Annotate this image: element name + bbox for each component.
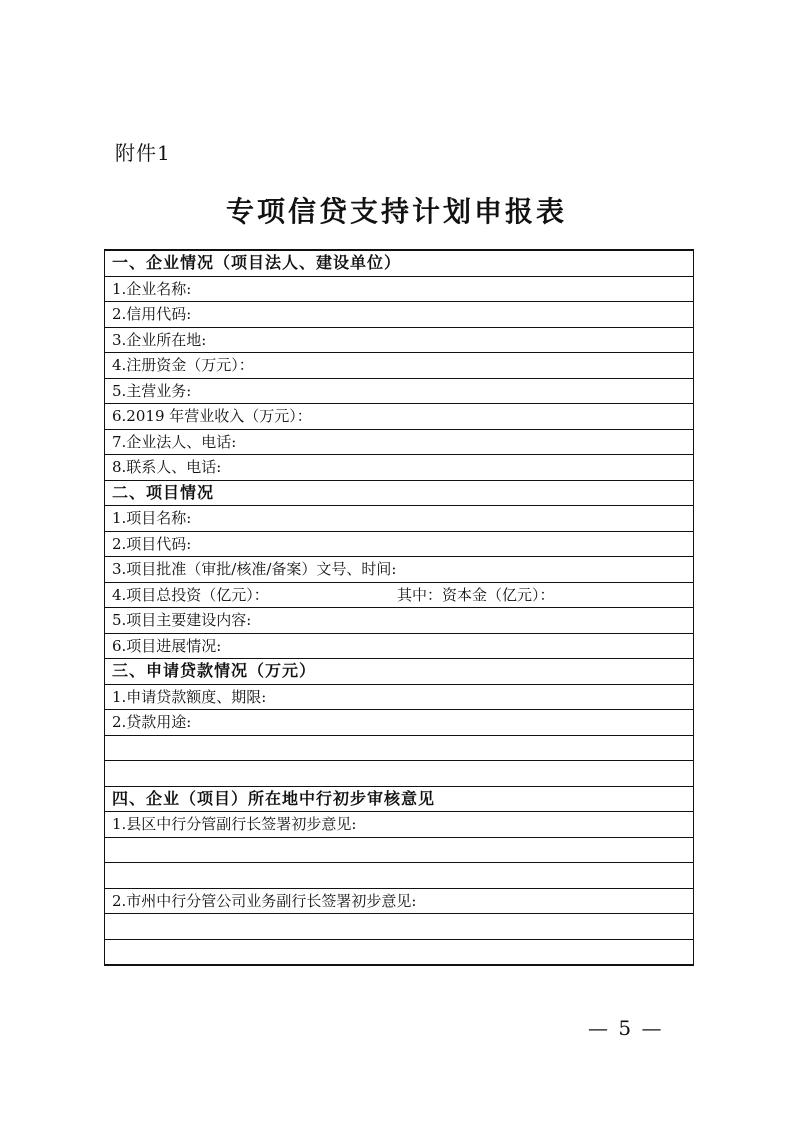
form-row (105, 302, 694, 328)
field-credit-code[interactable]: 2.信用代码: (105, 302, 694, 328)
form-row (105, 429, 694, 455)
field-project-name[interactable]: 1.项目名称: (105, 506, 694, 532)
form-row (105, 914, 694, 940)
field-capital-funds[interactable]: 其中：资本金（亿元）： (397, 585, 555, 604)
field-legal-person-phone[interactable]: 7.企业法人、电话: (105, 429, 694, 455)
field-city-branch-opinion[interactable]: 2.市州中行分管公司业务副行长签署初步意见: (105, 888, 694, 914)
blank-row[interactable] (105, 735, 694, 761)
section-heading-enterprise: 一、企业情况（项目法人、建设单位） (105, 250, 694, 276)
blank-row[interactable] (105, 939, 694, 965)
form-title: 专项信贷支持计划申报表 (225, 195, 567, 228)
field-registered-capital[interactable]: 4.注册资金（万元）： (105, 353, 694, 379)
blank-row[interactable] (105, 761, 694, 787)
section-heading-project: 二、项目情况 (105, 480, 694, 506)
form-row (105, 684, 694, 710)
form-row (105, 557, 694, 583)
field-main-business[interactable]: 5.主营业务: (105, 378, 694, 404)
form-row (105, 327, 694, 353)
form-row (105, 633, 694, 659)
form-row (105, 710, 694, 736)
form-row (105, 735, 694, 761)
form-row (105, 863, 694, 889)
page-number: — 5 — (588, 1016, 664, 1040)
form-row (105, 276, 694, 302)
attachment-label: 附件1 (115, 141, 171, 165)
form-row (105, 888, 694, 914)
form-row (105, 531, 694, 557)
form-row (105, 353, 694, 379)
field-contact-phone[interactable]: 8.联系人、电话: (105, 455, 694, 481)
field-project-progress[interactable]: 6.项目进展情况: (105, 633, 694, 659)
form-row (105, 939, 694, 965)
field-enterprise-location[interactable]: 3.企业所在地: (105, 327, 694, 353)
field-project-code[interactable]: 2.项目代码: (105, 531, 694, 557)
field-total-investment-row[interactable] (105, 582, 694, 608)
form-row (105, 761, 694, 787)
section-heading-row (105, 250, 694, 276)
form-row (105, 455, 694, 481)
field-loan-purpose[interactable]: 2.贷款用途: (105, 710, 694, 736)
field-enterprise-name[interactable]: 1.企业名称: (105, 276, 694, 302)
form-row (105, 582, 694, 608)
section-heading-row (105, 659, 694, 685)
form-row (105, 608, 694, 634)
section-heading-row (105, 786, 694, 812)
form-row (105, 506, 694, 532)
form-row (105, 404, 694, 430)
field-approval-number-date[interactable]: 3.项目批准（审批/核准/备案）文号、时间: (105, 557, 694, 583)
field-total-investment[interactable]: 4.项目总投资（亿元）： (112, 585, 269, 604)
blank-row[interactable] (105, 914, 694, 940)
blank-row[interactable] (105, 863, 694, 889)
section-heading-row (105, 480, 694, 506)
section-heading-review: 四、企业（项目）所在地中行初步审核意见 (105, 786, 694, 812)
blank-row[interactable] (105, 837, 694, 863)
field-county-branch-opinion[interactable]: 1.县区中行分管副行长签署初步意见: (105, 812, 694, 838)
field-construction-content[interactable]: 5.项目主要建设内容: (105, 608, 694, 634)
application-form-table (104, 249, 694, 966)
form-row (105, 837, 694, 863)
field-revenue-2019[interactable]: 6.2019 年营业收入（万元）： (105, 404, 694, 430)
section-heading-loan: 三、申请贷款情况（万元） (105, 659, 694, 685)
form-row (105, 378, 694, 404)
field-loan-amount-term[interactable]: 1.申请贷款额度、期限: (105, 684, 694, 710)
form-row (105, 812, 694, 838)
